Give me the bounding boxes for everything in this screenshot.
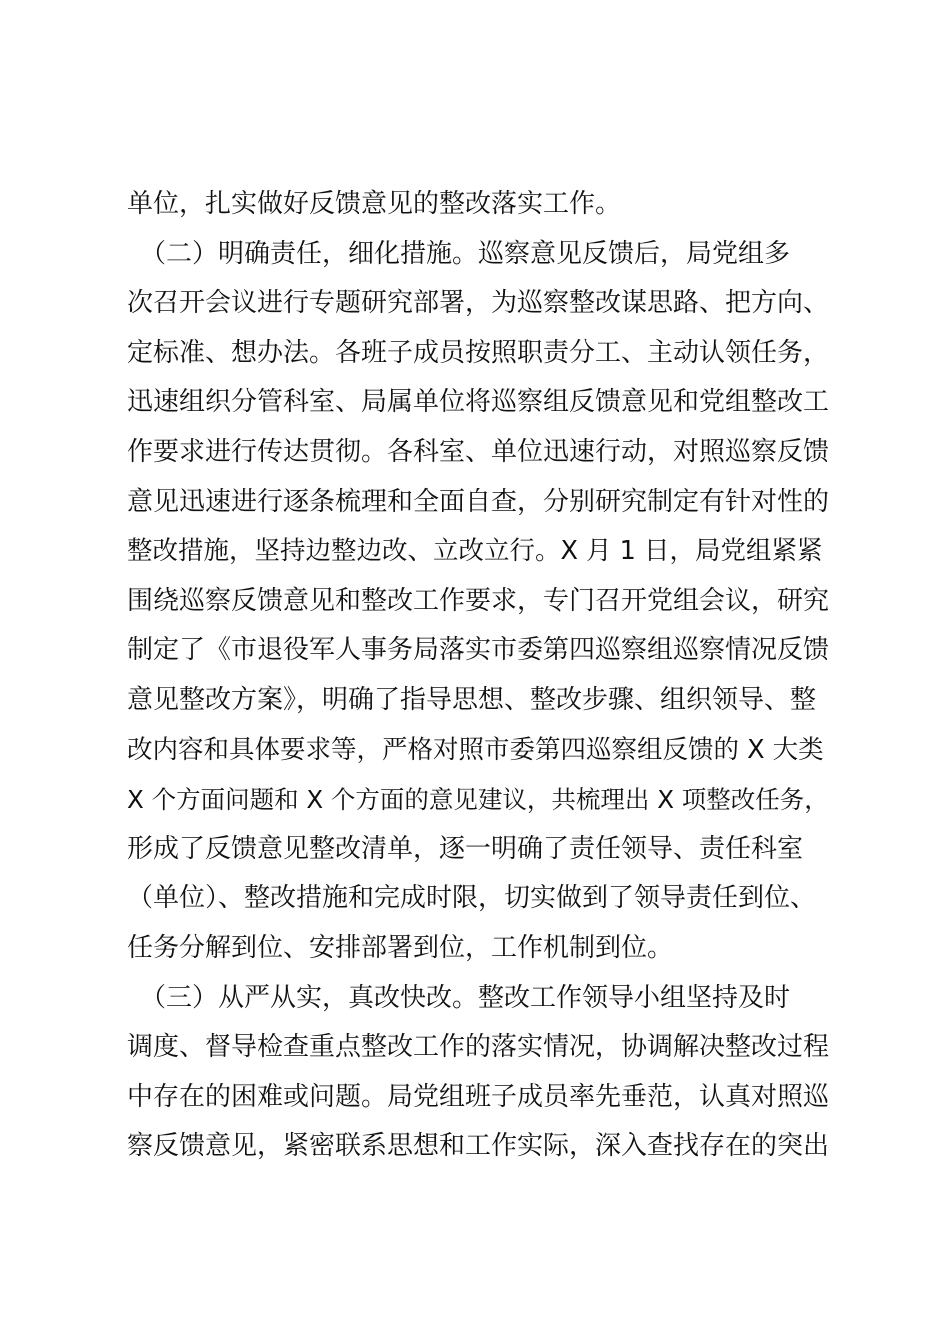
text-line: X 个方面问题和 X 个方面的意见建议，共梳理出 X 项整改任务， <box>127 785 829 815</box>
text-line: 改内容和具体要求等，严格对照市委第四巡察组反馈的 X 大类 <box>127 734 824 765</box>
text-line: 次召开会议进行专题研究部署，为巡察整改谋思路、把方向、 <box>127 288 830 319</box>
text-line: （单位）、整改措施和完成时限，切实做到了领导责任到位、 <box>127 883 817 914</box>
text-line: 围绕巡察反馈意见和整改工作要求，专门召开党组会议，研究 <box>127 585 830 616</box>
section-heading-line: （二）明确责任，细化措施。巡察意见反馈后，局党组多 <box>127 238 791 269</box>
text-line: 迅速组织分管科室、局属单位将巡察组反馈意见和党组整改工 <box>127 387 830 418</box>
body-text <box>127 180 833 1172</box>
text-line: 制定了《市退役军人事务局落实市委第四巡察组巡察情况反馈 <box>127 635 830 666</box>
text-line: 单位，扎实做好反馈意见的整改落实工作。 <box>127 189 622 219</box>
text-line: 定标准、想办法。各班子成员按照职责分工、主动认领任务， <box>127 337 830 368</box>
text-line: 任务分解到位、安排部署到位，工作机制到位。 <box>127 932 674 963</box>
text-line: 作要求进行传达贯彻。各科室、单位迅速行动，对照巡察反馈 <box>127 436 830 467</box>
section-heading-line: （三）从严从实，真改快改。整改工作领导小组坚持及时 <box>127 982 791 1013</box>
text-line: 察反馈意见，紧密联系思想和工作实际，深入查找存在的突出 <box>127 1131 830 1162</box>
text-line: 意见整改方案》，明确了指导思想、整改步骤、组织领导、整 <box>127 684 817 715</box>
text-line: 中存在的困难或问题。局党组班子成员率先垂范，认真对照巡 <box>127 1081 830 1112</box>
text-line: 调度、督导检查重点整改工作的落实情况，协调解决整改过程 <box>127 1032 830 1063</box>
text-line: 整改措施，坚持边整边改、立改立行。X 月 1 日，局党组紧紧 <box>127 536 823 567</box>
text-line: 形成了反馈意见整改清单，逐一明确了责任领导、责任科室 <box>127 833 804 864</box>
text-line: 意见迅速进行逐条梳理和全面自查，分别研究制定有针对性的 <box>127 486 830 517</box>
